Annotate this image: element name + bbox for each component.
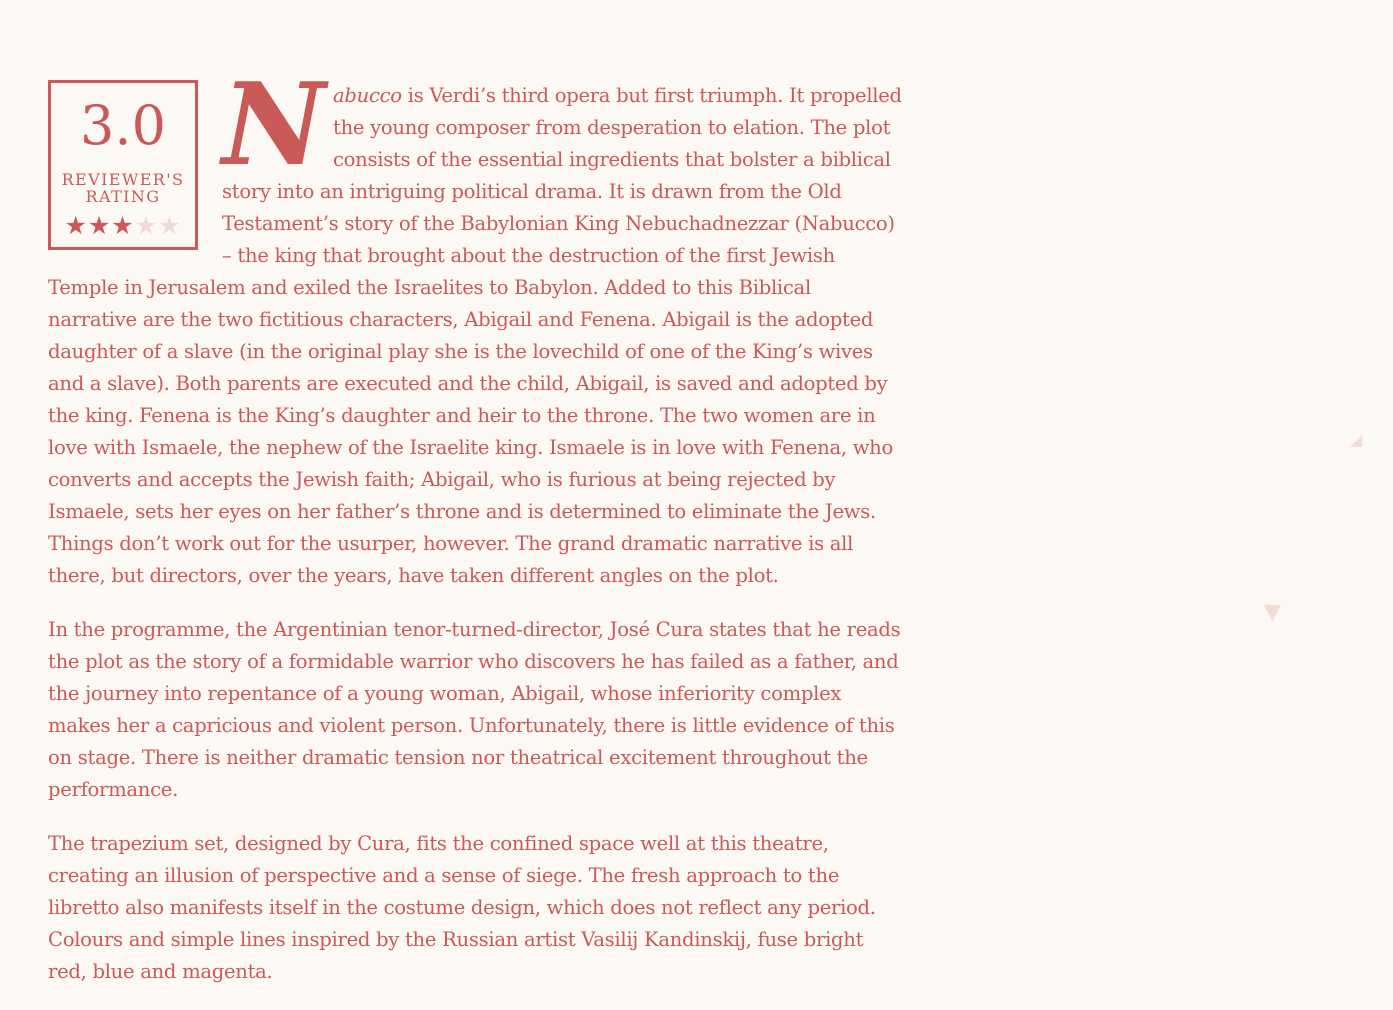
paragraph-2: In the programme, the Argentinian tenor-turned-director, José Cura states that he reads the plot as the story of a formidable warrior who discovers he has failed as a father, and the journey into repentance of a young woman, Abigail, whose inferiority complex makes her a capricious and violent person. Unfortunately, there is little evidence of this on stage. There is neither dramatic tension nor theatrical excitement throughout the performance. xyxy=(48,618,901,801)
rating-stars xyxy=(51,213,195,239)
star-filled-icon: ★ xyxy=(87,211,112,240)
decorative-mark: ◢ xyxy=(1350,430,1363,449)
decorative-mark: ▼ xyxy=(1264,600,1281,625)
opera-title-italic: abucco xyxy=(333,84,402,107)
star-empty-icon: ★ xyxy=(158,211,182,240)
star-filled-icon: ★ xyxy=(111,211,135,240)
star-filled-icon: ★ xyxy=(64,211,88,240)
paragraph-1-text: is Verdi’s third opera but first triumph. It propelled the young composer from desperation to elation. The plot consists of the essential ingredients that bolster a biblical story into an intriguing political drama. It is drawn from the Old Testament’s story of the Babylonian King Nebuchadnezzar (Nabucco) – the king that brought about the destruction of the first Jewish Temple in Jerusalem and exiled the Israelites to Babylon. Added to this Biblical narrative are the two fictitious characters, Abigail and Fenena. Abigail is the adopted daughter of a slave (in the original play she is the lovechild of one of the King’s wives and a slave). Both parents are executed and the child, Abigail, is saved and adopted by the king. Fenena is the King’s daughter and heir to the throne. The two women are in love with Ismaele, the nephew of the Israelite king. Ismaele is in love with Fenena, who converts and accepts the Jewish faith; Abigail, who is furious at being rejected by Ismaele, sets her eyes on her father’s throne and is determined to eliminate the Jews. Things don’t work out for the usurper, however. The grand dramatic narrative is all there, but directors, over the years, have taken different angles on the plot. xyxy=(48,84,902,587)
paragraph-3: The trapezium set, designed by Cura, fits the confined space well at this theatre, creating an illusion of perspective and a sense of siege. The fresh approach to the libretto also manifests itself in the costume design, which does not reflect any period. Colours and simple lines inspired by the Russian artist Vasilij Kandinskij, fuse bright red, blue and magenta. xyxy=(48,832,876,983)
rating-score: 3.0 xyxy=(80,94,166,157)
star-empty-icon: ★ xyxy=(134,211,159,240)
paragraph-1 xyxy=(48,58,904,592)
rating-label: REVIEWER'S RATING xyxy=(61,170,185,206)
drop-cap: N xyxy=(222,58,325,191)
review-article xyxy=(48,58,904,1010)
reviewer-rating-box xyxy=(48,80,198,250)
